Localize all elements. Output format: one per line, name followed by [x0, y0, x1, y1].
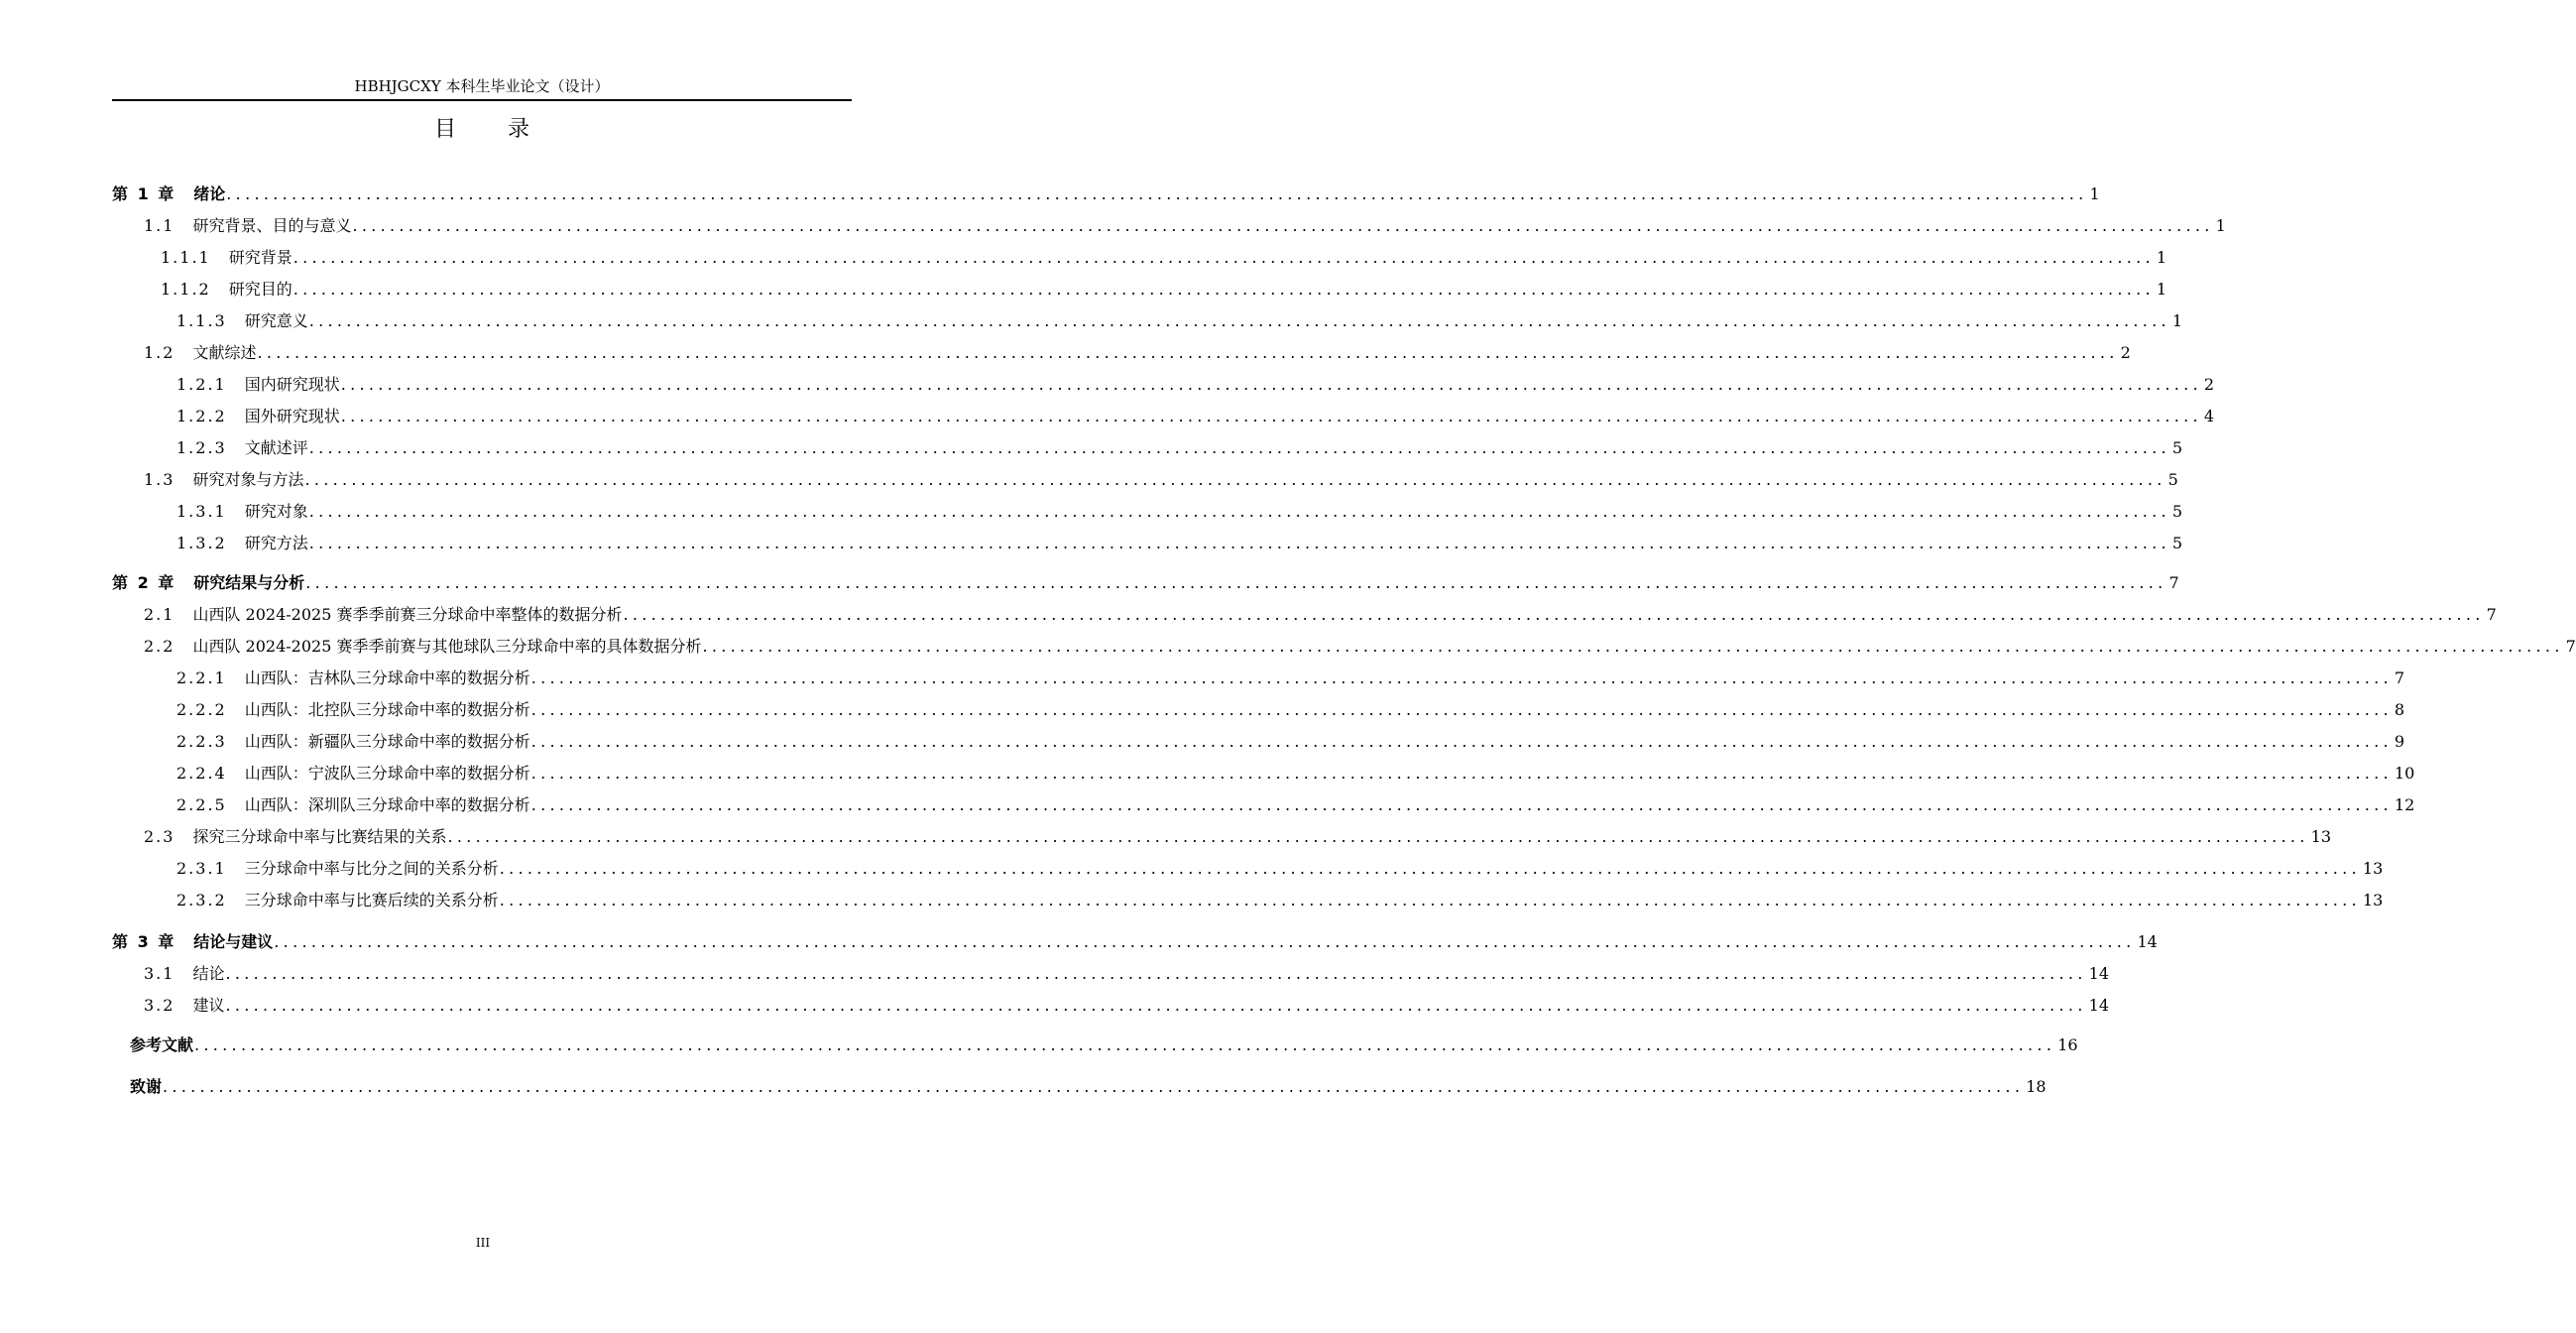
toc-dot-leader: ........................................................................................................................................................................................................	[226, 184, 2088, 203]
toc-entry-page: 1	[2215, 216, 2226, 235]
toc-entry[interactable]	[176, 532, 2183, 555]
toc-entry-title: 国内研究现状	[244, 375, 340, 394]
toc-dot-leader: ........................................................................................................................................................................................................	[293, 280, 2155, 299]
toc-entry-title: 研究意义	[244, 311, 308, 330]
toc-entry[interactable]	[176, 762, 2415, 786]
toc-dot-leader: ........................................................................................................................................................................................................	[304, 470, 2166, 489]
toc-dot-leader: ........................................................................................................................................................................................................	[274, 932, 2136, 951]
toc-entry-number: 1.1.3	[176, 311, 227, 330]
toc-entry-page: 1	[2089, 184, 2100, 203]
toc-entry[interactable]	[176, 666, 2405, 690]
toc-entry-number: 2.2.5	[176, 795, 227, 814]
toc-dot-leader: ........................................................................................................................................................................................................	[447, 827, 2309, 846]
toc-dot-leader: ........................................................................................................................................................................................................	[340, 375, 2202, 394]
toc-entry-page: 10	[2394, 764, 2415, 783]
toc-entry[interactable]	[176, 373, 2215, 397]
toc-entry-title: 山西队：深圳队三分球命中率的数据分析	[244, 795, 530, 814]
toc-entry-page: 1	[2156, 248, 2167, 267]
toc-entry-number: 2.3	[144, 827, 176, 846]
toc-entry-title: 国外研究现状	[244, 407, 340, 425]
toc-entry-page: 16	[2057, 1035, 2078, 1054]
toc-title-part1: 目	[433, 117, 456, 142]
toc-entry[interactable]	[112, 1075, 2047, 1099]
toc-entry[interactable]	[161, 246, 2167, 270]
toc-dot-leader: ........................................................................................................................................................................................................	[530, 795, 2393, 814]
toc-entry-title: 参考文献	[130, 1035, 194, 1054]
toc-entry-number: 2.3.1	[176, 859, 227, 878]
toc-entry[interactable]	[176, 730, 2405, 754]
toc-title-part2: 录	[508, 117, 530, 142]
toc-entry-page: 13	[2310, 827, 2332, 846]
toc-dot-leader: ........................................................................................................................................................................................................	[257, 343, 2119, 362]
toc-dot-leader: ........................................................................................................................................................................................................	[308, 502, 2170, 521]
toc-dot-leader: ........................................................................................................................................................................................................	[702, 637, 2564, 656]
toc-entry-number: 2.2.3	[176, 732, 227, 751]
toc-dot-leader: ........................................................................................................................................................................................................	[308, 438, 2170, 457]
toc-entry-number: 2.3.2	[176, 891, 227, 909]
toc-entry-page: 5	[2167, 470, 2178, 489]
toc-entry-title: 研究对象与方法	[192, 470, 304, 489]
toc-entry-number: 1.1.2	[161, 280, 211, 299]
toc-entry-page: 5	[2171, 534, 2183, 552]
toc-entry-page: 2	[2120, 343, 2131, 362]
toc-entry-number: 2.2.4	[176, 764, 227, 783]
toc-entry-page: 4	[2203, 407, 2215, 425]
toc-entry[interactable]	[144, 635, 2576, 659]
toc-entry-number: 3.2	[144, 996, 176, 1015]
toc-entry[interactable]	[144, 825, 2332, 849]
toc-entry-page: 14	[2088, 996, 2110, 1015]
toc-dot-leader: ........................................................................................................................................................................................................	[308, 311, 2170, 330]
toc-entry-title: 绪论	[193, 184, 226, 203]
toc-entry-number: 1.1.1	[161, 248, 211, 267]
toc-entry-title: 山西队：宁波队三分球命中率的数据分析	[244, 764, 530, 783]
toc-entry-title: 山西队：新疆队三分球命中率的数据分析	[244, 732, 530, 751]
header-rule	[112, 99, 852, 101]
toc-dot-leader: ........................................................................................................................................................................................................	[530, 732, 2393, 751]
toc-entry-number: 2.2.2	[176, 700, 227, 719]
toc-entry-page: 14	[2088, 964, 2110, 983]
toc-entry-number: 1.2	[144, 343, 176, 362]
toc-entry-number: 1.1	[144, 216, 176, 235]
toc-entry-title: 研究结果与分析	[193, 573, 305, 592]
toc-entry[interactable]	[176, 889, 2384, 912]
toc-entry[interactable]	[112, 930, 2158, 954]
toc-entry-title: 致谢	[130, 1077, 163, 1096]
toc-entry[interactable]	[144, 214, 2226, 238]
toc-entry-number: 第 3 章	[112, 932, 176, 951]
toc-entry[interactable]	[176, 857, 2384, 881]
toc-entry-title: 山西队 2024-2025 赛季季前赛三分球命中率整体的数据分析	[192, 605, 623, 624]
toc-entry[interactable]	[144, 603, 2497, 627]
toc-entry-number: 2.2	[144, 637, 176, 656]
toc-entry-title: 研究方法	[244, 534, 308, 552]
toc-entry-number: 1.3.2	[176, 534, 227, 552]
page-number-footer: III	[475, 1236, 491, 1250]
toc-entry-title: 山西队 2024-2025 赛季季前赛与其他球队三分球命中率的具体数据分析	[192, 637, 702, 656]
toc-dot-leader: ........................................................................................................................................................................................................	[340, 407, 2202, 425]
toc-entry-number: 3.1	[144, 964, 176, 983]
toc-entry-page: 13	[2362, 859, 2384, 878]
toc-entry-title: 研究对象	[244, 502, 308, 521]
toc-entry[interactable]	[144, 994, 2110, 1018]
toc-entry-title: 文献综述	[192, 343, 257, 362]
toc-entry-number: 1.2.2	[176, 407, 227, 425]
toc-entry[interactable]	[176, 698, 2405, 722]
toc-entry-number: 2.2.1	[176, 668, 227, 687]
toc-entry-page: 18	[2026, 1077, 2047, 1096]
toc-entry[interactable]	[176, 793, 2415, 817]
toc-dot-leader: ........................................................................................................................................................................................................	[163, 1077, 2025, 1096]
toc-entry-title: 文献述评	[244, 438, 308, 457]
toc-entry-number: 1.3.1	[176, 502, 227, 521]
toc-dot-leader: ........................................................................................................................................................................................................	[352, 216, 2214, 235]
toc-entry-title: 山西队：北控队三分球命中率的数据分析	[244, 700, 530, 719]
toc-entry-number: 1.2.1	[176, 375, 227, 394]
toc-dot-leader: ........................................................................................................................................................................................................	[225, 996, 2087, 1015]
toc-entry[interactable]	[176, 309, 2183, 333]
toc-entry-number: 第 2 章	[112, 573, 176, 592]
toc-dot-leader: ........................................................................................................................................................................................................	[499, 891, 2361, 909]
toc-entry-title: 探究三分球命中率与比赛结果的关系	[192, 827, 447, 846]
toc-entry[interactable]	[144, 341, 2131, 365]
toc-dot-leader: ........................................................................................................................................................................................................	[194, 1035, 2056, 1054]
toc-entry[interactable]	[112, 182, 2100, 206]
toc-entry-title: 结论	[192, 964, 225, 983]
toc-entry-page: 7	[2168, 573, 2179, 592]
toc-entry-page: 12	[2394, 795, 2415, 814]
toc-dot-leader: ........................................................................................................................................................................................................	[225, 964, 2087, 983]
toc-entry-page: 9	[2394, 732, 2405, 751]
toc-entry-title: 山西队：吉林队三分球命中率的数据分析	[244, 668, 530, 687]
toc-entry-number: 第 1 章	[112, 184, 176, 203]
toc-entry[interactable]	[176, 405, 2215, 428]
toc-entry-number: 1.3	[144, 470, 176, 489]
toc-dot-leader: ........................................................................................................................................................................................................	[530, 764, 2393, 783]
toc-dot-leader: ........................................................................................................................................................................................................	[623, 605, 2485, 624]
toc-entry[interactable]	[144, 468, 2178, 492]
toc-dot-leader: ........................................................................................................................................................................................................	[293, 248, 2155, 267]
toc-entry-page: 13	[2362, 891, 2384, 909]
toc-dot-leader: ........................................................................................................................................................................................................	[530, 668, 2393, 687]
toc-dot-leader: ........................................................................................................................................................................................................	[530, 700, 2393, 719]
toc-entry[interactable]	[144, 962, 2110, 986]
toc-entry[interactable]	[161, 278, 2167, 302]
toc-entry-page: 5	[2171, 438, 2183, 457]
toc-entry-page: 8	[2394, 700, 2405, 719]
toc-entry-title: 三分球命中率与比分之间的关系分析	[244, 859, 499, 878]
toc-dot-leader: ........................................................................................................................................................................................................	[499, 859, 2361, 878]
toc-entry-number: 1.2.3	[176, 438, 227, 457]
toc-entry-title: 三分球命中率与比赛后续的关系分析	[244, 891, 499, 909]
page-header: HBHJGCXY 本科生毕业论文（设计）	[354, 77, 610, 95]
toc-entry[interactable]	[176, 436, 2183, 460]
toc-entry-page: 7	[2565, 637, 2576, 656]
toc-entry[interactable]	[176, 500, 2183, 524]
toc-entry-title: 结论与建议	[193, 932, 274, 951]
toc-entry-title: 研究背景	[228, 248, 293, 267]
toc-entry[interactable]	[112, 571, 2179, 595]
toc-dot-leader: ........................................................................................................................................................................................................	[305, 573, 2167, 592]
toc-entry-title: 研究背景、目的与意义	[192, 216, 352, 235]
toc-entry-page: 5	[2171, 502, 2183, 521]
toc-entry[interactable]	[112, 1033, 2078, 1057]
toc-entry-title: 建议	[192, 996, 225, 1015]
toc-dot-leader: ........................................................................................................................................................................................................	[308, 534, 2170, 552]
toc-entry-page: 7	[2394, 668, 2405, 687]
toc-entry-title: 研究目的	[228, 280, 293, 299]
toc-entry-page: 7	[2486, 605, 2497, 624]
toc-entry-page: 14	[2137, 932, 2158, 951]
toc-title	[112, 115, 852, 145]
toc-entry-page: 1	[2171, 311, 2183, 330]
toc-entry-number: 2.1	[144, 605, 176, 624]
toc-entry-page: 1	[2156, 280, 2167, 299]
toc-entry-page: 2	[2203, 375, 2215, 394]
